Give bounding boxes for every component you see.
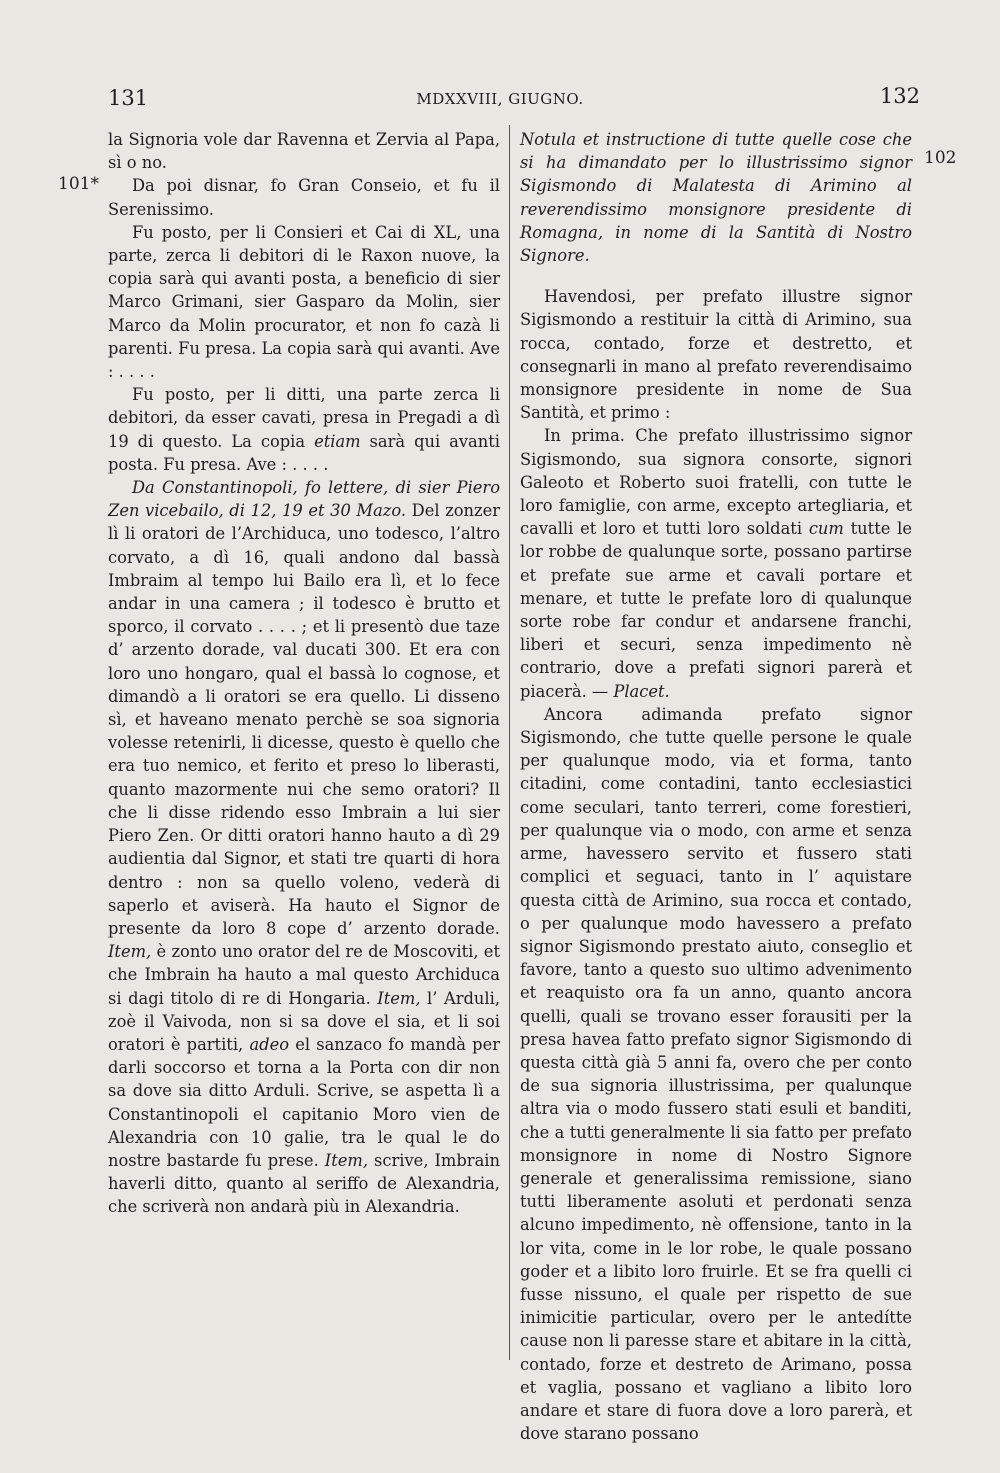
italic-word: adeo [249, 1034, 290, 1054]
italic-word: cum [808, 519, 844, 539]
italic-word: etiam [314, 431, 361, 451]
paragraph [520, 424, 912, 702]
paragraph: Da poi disnar, fo Gran Conseio, et fu il Serenissimo. [108, 176, 500, 219]
left-page-number: 131 [108, 86, 149, 110]
paragraph: Havendosi, per prefato illustre signor Sigismondo a restituir la città di Arimino, sua rocca, contado, forze et destretto, et consegnarli in mano al prefato reverendisaimo monsignore presidente in nome de Sua Santità, et primo : [520, 287, 912, 423]
text-run: el sanzaco fo mandà per darli soccorso et torna a la Porta con dir non sa dove sia ditto Arduli. Scrive, se aspetta lì a Constantinopoli el capitanio Moro vien de Alexandria con 10 galie, tra le qual le do nostre bastarde fu prese. [108, 1034, 501, 1170]
text-run: Fu posto, per li ditti, una parte zerca li debitori, da esser cavati, presa in Pregadi a dì 19 di questo. La copia [108, 385, 500, 451]
left-margin-number: 101* [58, 174, 99, 194]
right-column [520, 128, 912, 1445]
column-divider [509, 125, 510, 1360]
running-title: MDXXVIII, GIUGNO. [416, 90, 584, 108]
text-run: scrive, Imbrain haverli ditto, quanto al seriffo de Alexandria, che scriverà non andarà più in Alexandria. [108, 1150, 500, 1217]
letter-heading: Da Constantinopoli, fo lettere, di sier Piero Zen vicebailo, di 12, 19 et 30 Mazo. [108, 478, 500, 521]
italic-word: Placet. [613, 681, 670, 701]
text-run: è zonto uno orator del re de Moscoviti, et che Imbrain ha hauto a mal questo Archiduca si dagi titolo di re di Hongaria. [108, 942, 500, 1008]
paragraph: Fu posto, per li Consieri et Cai di XL, una parte, zerca li debitori di le Raxon nuove, la copia sarà qui avanti posta, a beneficio di sier Marco Grimani, sier Gasparo da Molin, sier Marco da Molin procurator, et non fo cazà li parenti. Fu presa. La copia sarà qui avanti. Ave : . . . . [108, 222, 500, 382]
text-run: sarà qui avanti posta. Fu presa. Ave : . . . . [108, 431, 500, 474]
text-run: l’ Arduli, zoè il Vaivoda, non si sa dove el sia, et li soi oratori è partiti, [108, 988, 500, 1054]
document-title: Notula et instructione di tutte quelle cose che si ha dimandato per lo illustrissimo signor Sigismondo di Malatesta di Arimino al reverendissimo monsignore presidente di Romagna, in nome di la Santità di Nostro Signore. [520, 130, 912, 266]
paragraph [108, 476, 500, 1219]
text-run: In prima. Che prefato illustrissimo signor Sigismondo, sua signora consorte, signori Galeoto et Roberto suoi fratelli, con tutte le loro famiglie, con arme, excepto artegliaria, et cavalli et loro et tutti loro soldati [520, 426, 912, 539]
right-page-number: 132 [879, 84, 920, 108]
paragraph [108, 383, 500, 476]
running-header [0, 82, 1000, 122]
paragraph: Ancora adimanda prefato signor Sigismondo, che tutte quelle persone le quale per qualunque modo, via et forma, tanto citadini, come contadini, tanto ecclesiastici come seculari, tanto terreri, come forestieri, per qualunque via o modo, con arme et senza arme, havessero servito et fussero stati complici et seguaci, tanto in l’ aquistare questa città de Arimino, sua rocca et contado, o per qualunque modo havessero a prefato signor Sigismondo prestato aiuto, conseglio et favore, tanto a questo suo ultimo advenimento et reaquisto ora fa un anno, quanto ancora quelli, quali se trovano esser forausiti per la presa havea fatto prefato signor Sigismondo di questa città già 5 anni fa, overo che per conto de sua signoria illustrissima, per qualunque altra via o modo fussero stati esuli et banditi, che a tutti generalmente li sia fatto per prefato monsignore in nome di Nostro Signore generale et generalissima remissione, siano tutti liberamente asoluti et perdonati senza alcuno impedimento, nè offensione, tanto in la lor vita, come in le lor robe, le quale possano goder et a libito loro fruirle. Et se fra quelli ci fusse nissuno, el quale per rispetto de sue inimicitie particular, overo per le antedítte cause non li paresse stare et abitare in la città, contado, forze et destreto de Arimano, possa et vaglia, possano et vagliano a libito loro andare et stare di fuora dove a loro parerà, et dove starano possano [520, 704, 912, 1444]
text-run: tutte le lor robbe de qualunque sorte, possano partirse et prefate sue arme et cavali portare et menare, et tutte le prefate loro di qualunque sorte robe far condur et andarsene franchi, liberi et securi, senza impedimento nè contrario, dove a prefati signori parerà et piacerà. — [520, 519, 912, 701]
italic-word: Item, [324, 1150, 368, 1170]
left-column [108, 128, 500, 1219]
italic-word: Item, [108, 942, 152, 962]
italic-word: Item, [377, 988, 421, 1008]
right-margin-number: 102 [924, 148, 957, 168]
paragraph: la Signoria vole dar Ravenna et Zervia al Papa, sì o no. [108, 130, 500, 173]
text-run: Del zonzer lì li oratori de l’Archiduca, uno todesco, l’altro corvato, a dì 16, quali andono dal bassà Imbraim al tempo lui Bailo era lì, et lo fece andar in una camera ; il todesco è brutto et sporco, il corvato . . . . ; et li presentò due taze d’ arzento dorade, val ducati 300. Et era con loro uno hongaro, qual el bassà lo cognose, et dimandò a li oratori se era quello. Li disseno sì, et haveano menato perchè se soa signoria volesse retenirli, li dicesse, questo è quello che era tuo nemico, et ferito et preso lo liberasti, quanto mazormente nui che semo oratori? Il che li disse ridendo esso Imbrain a lui sier Piero Zen. Or ditti oratori hanno hauto a dì 29 audientia dal Signor, et stati tre quarti di hora dentro : non sa quello voleno, vederà di saperlo et aviserà. Ha hauto el Signor de presente da loro 8 cope d’ arzento dorade. [108, 501, 501, 938]
